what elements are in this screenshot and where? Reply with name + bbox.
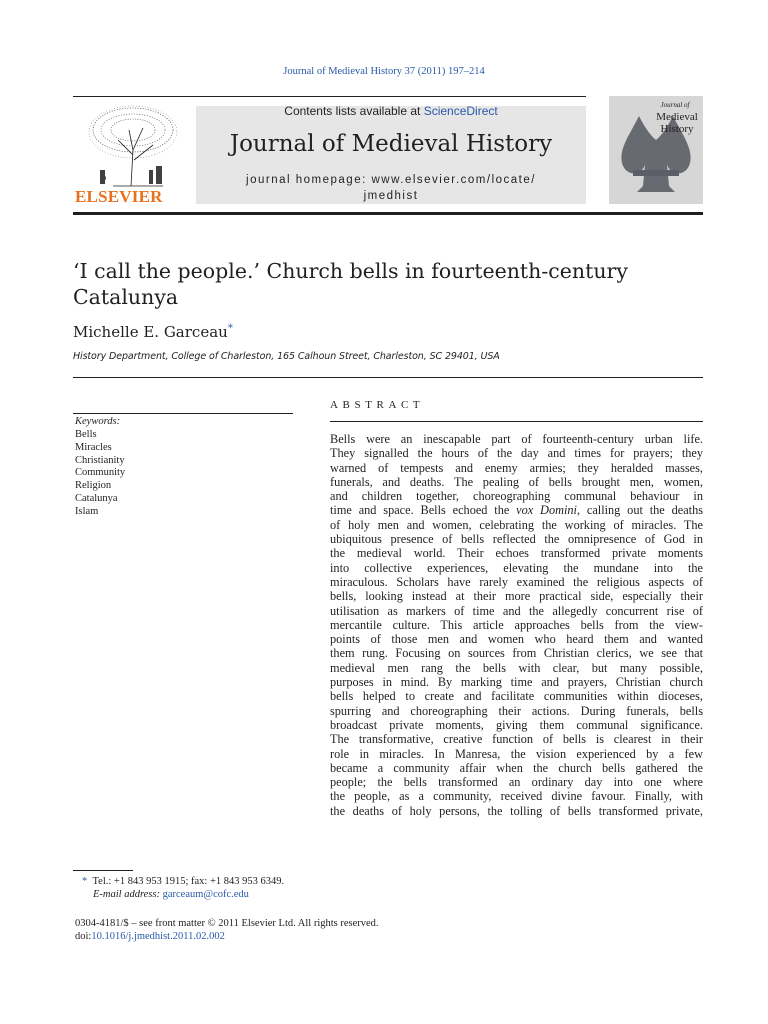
abstract-line: ubiquitous presence of bells reflected the omnipresence of God in — [330, 532, 703, 547]
footnote-divider — [73, 870, 133, 871]
homepage-line-1[interactable]: journal homepage: www.elsevier.com/locate/ — [246, 174, 536, 186]
keyword: Christianity — [75, 454, 125, 466]
header-divider — [73, 212, 703, 215]
keyword: Bells — [75, 429, 97, 440]
cover-line-2: Medieval — [656, 111, 698, 123]
contents-prefix: Contents lists available at — [284, 104, 424, 118]
abstract-line: purposes in mind. By marking time and prayers, Christian church — [330, 675, 703, 690]
abstract-line: them rung. Focusing on sources from Christian clerics, we see that — [330, 646, 703, 661]
doi-prefix: doi: — [75, 931, 92, 942]
abstract-line-6-head: time and space. Bells echoed the — [330, 503, 517, 518]
vox-domini: vox Domini — [516, 503, 577, 518]
abstract-line: mercantile culture. This article approaches bells from the view- — [330, 617, 703, 632]
doi-line — [75, 931, 225, 942]
keyword: Miracles — [75, 441, 112, 453]
abstract-line: the medieval world. Their echoes transformed private moments — [330, 546, 703, 561]
keyword: Community — [75, 467, 126, 479]
top-divider — [73, 96, 586, 97]
abstract-line: the deaths of holy persons, the tolling of bells transformed private, — [330, 803, 703, 818]
copyright-notice: 0304-4181/$ – see front matter © 2011 Elsevier Ltd. All rights reserved. — [75, 918, 379, 929]
journal-citation[interactable]: Journal of Medieval History 37 (2011) 197–214 — [283, 66, 485, 77]
abstract-heading: ABSTRACT — [330, 399, 425, 411]
abstract-line: warned of tempests and enemy armies; they heralded masses, — [330, 460, 703, 475]
section-divider — [73, 377, 703, 378]
author: Michelle E. Garceau — [73, 323, 228, 341]
abstract-line: into collective experiences, elevating the mundane into the — [330, 560, 703, 575]
article-title: ‘I call the people.’ Church bells in fourteenth-century Catalunya — [73, 259, 628, 309]
abstract-line: miraculous. Scholars have rarely examined the religious aspects of — [330, 574, 703, 589]
abstract-line: of holy men and women, celebrating the working of miracles. The — [330, 517, 703, 532]
keyword: Catalunya — [75, 492, 118, 504]
journal-homepage[interactable] — [200, 172, 582, 204]
abstract-line: The transformative, creative function of bells is clearest in their — [330, 732, 703, 747]
abstract-line: bells, looking instead at their more practical side, especially their — [330, 589, 703, 604]
abstract-line: became a community affair when the church bells gathered the — [330, 760, 703, 775]
homepage-line-2[interactable]: jmedhist — [363, 190, 419, 202]
keywords-heading: Keywords: — [75, 416, 121, 427]
abstract-line: spurring and choreographing their actions. During funerals, bells — [330, 703, 703, 718]
author-footnote — [82, 875, 284, 889]
doi-link[interactable]: 10.1016/j.jmedhist.2011.02.002 — [91, 931, 225, 942]
keywords-divider — [73, 413, 293, 414]
elsevier-wordmark: ELSEVIER — [75, 187, 163, 206]
abstract-line: medieval men rang the bells with clear, but many possible, — [330, 660, 703, 675]
abstract-line-6-tail: , calling out the deaths — [576, 503, 703, 518]
abstract-line: broadcast private moments, giving them communal significance. — [330, 717, 703, 732]
abstract-line: funerals, and deaths. The pealing of bells brought men, women, — [330, 474, 703, 489]
email-link[interactable]: garceaum@cofc.edu — [162, 889, 249, 900]
keyword: Islam — [75, 505, 99, 517]
keywords-list — [75, 429, 125, 519]
email-label: E-mail address: — [93, 889, 163, 900]
footnote-mark[interactable]: * — [82, 876, 88, 887]
abstract-line: They signalled the hours of the day and times for prayers; they — [330, 446, 703, 461]
abstract-divider — [330, 421, 703, 422]
abstract-line: role in miracles. In Manresa, the vision experienced by a few — [330, 746, 703, 761]
footnote-contact: Tel.: +1 843 953 1915; fax: +1 843 953 6349. — [92, 876, 285, 887]
abstract-line: people; the bells transformed an ordinary day into one where — [330, 775, 703, 790]
cover-line-3: History — [660, 123, 694, 135]
abstract-line: bells helped to create and facilitate communities within dioceses, — [330, 689, 703, 704]
author-footnote-mark[interactable]: * — [227, 323, 233, 334]
keyword: Religion — [75, 480, 112, 492]
abstract-body — [330, 432, 703, 818]
abstract-line: the people, as a community, received divine favour. Finally, with — [330, 789, 703, 804]
cover-line-1: Journal of — [660, 101, 690, 109]
email-line — [93, 889, 249, 900]
author-affiliation: History Department, College of Charleston, 165 Calhoun Street, Charleston, SC 29401, USA — [73, 351, 500, 362]
journal-cover — [609, 96, 703, 204]
tree-icon — [73, 100, 193, 188]
author-name — [73, 323, 233, 341]
abstract-line: points of those men and women who heard them and wanted — [330, 632, 703, 647]
contents-availability — [196, 104, 586, 118]
abstract-line: Bells were an inescapable part of fourteenth-century urban life. — [330, 432, 703, 446]
sciencedirect-link[interactable]: ScienceDirect — [423, 104, 498, 118]
abstract-line-vox — [330, 503, 703, 517]
abstract-line: and children together, choreographing communal behaviour in — [330, 489, 703, 504]
journal-title: Journal of Medieval History — [229, 131, 553, 157]
abstract-line: utilisation as markers of time and the allegedly concurrent rise of — [330, 603, 703, 618]
